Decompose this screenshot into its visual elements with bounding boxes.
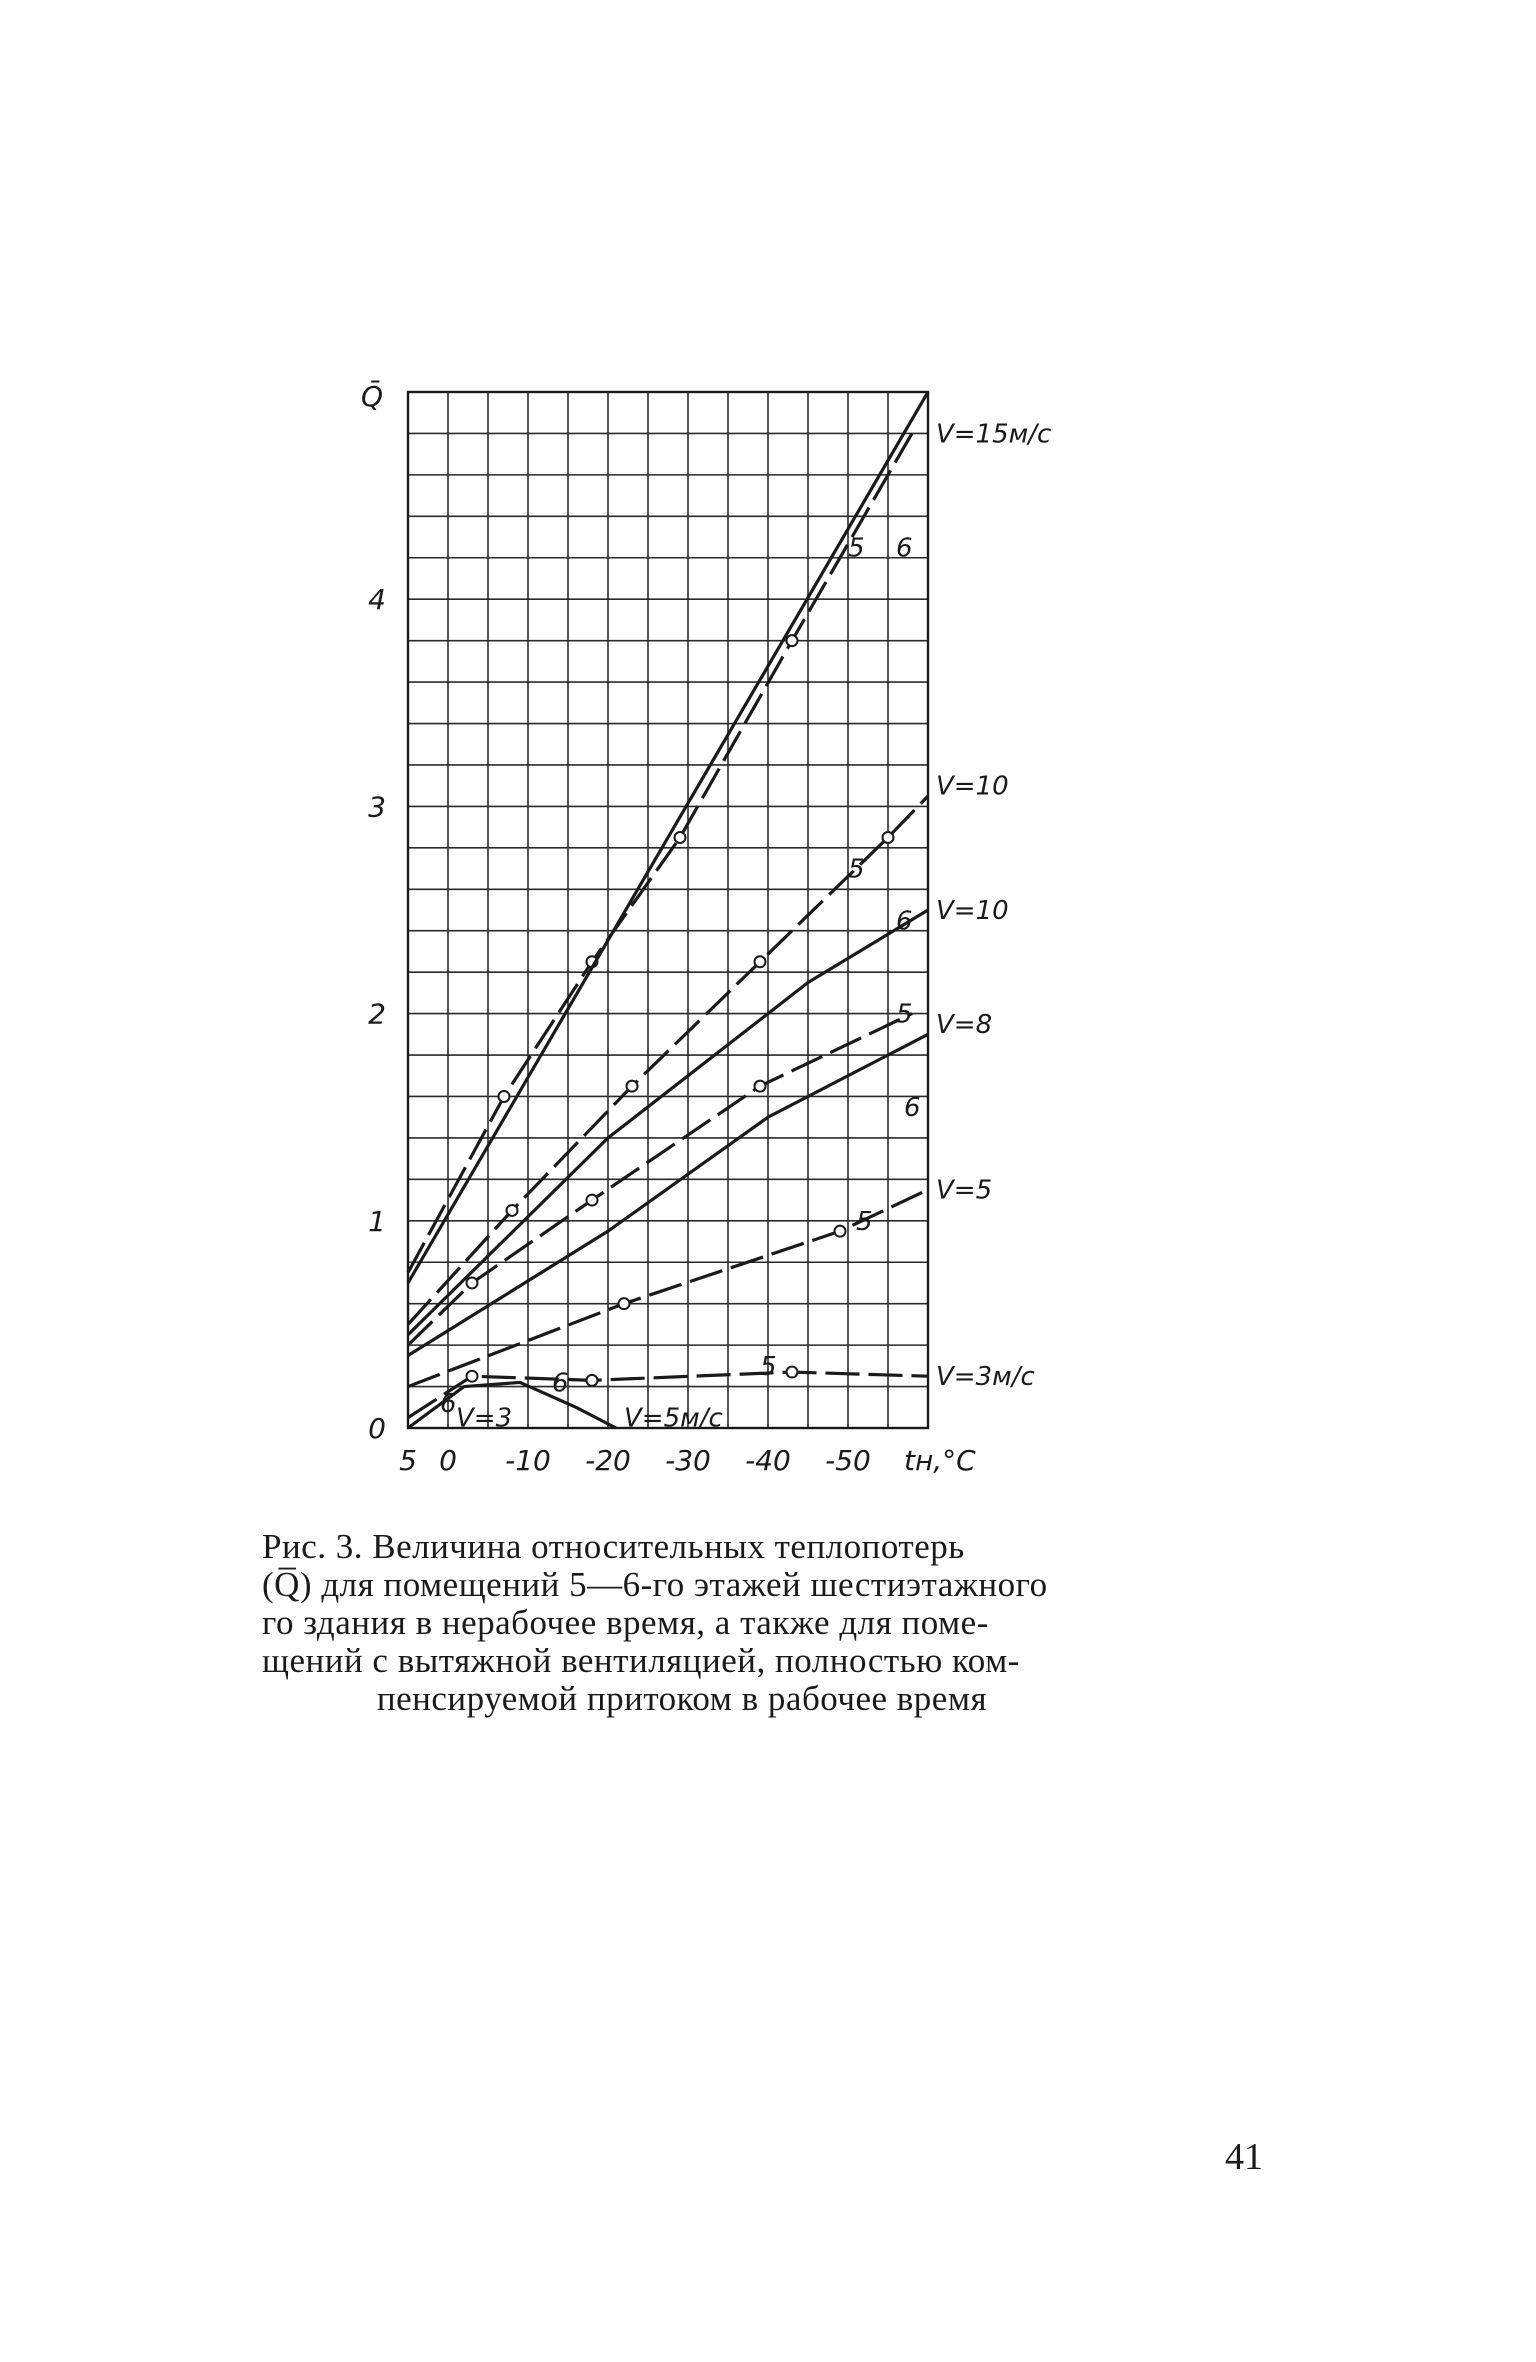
curve-label: 6	[440, 1389, 457, 1420]
series-line	[408, 1190, 928, 1387]
data-point	[587, 1195, 598, 1206]
x-tick-label: -50	[825, 1444, 871, 1477]
data-point	[587, 1375, 598, 1386]
curve-label: V=5м/с	[624, 1403, 723, 1434]
x-tick-label: 5	[399, 1444, 417, 1477]
data-point	[787, 1367, 798, 1378]
curve-label: V=5	[936, 1175, 993, 1206]
y-tick-label: 3	[368, 790, 386, 824]
x-tick-label: -10	[505, 1444, 551, 1477]
data-point	[787, 635, 798, 646]
x-tick-label: -30	[665, 1444, 711, 1477]
figure-caption	[262, 1528, 1102, 1718]
data-point	[755, 1081, 766, 1092]
data-point	[883, 832, 894, 843]
data-point	[627, 1081, 638, 1092]
caption-line: пенсируемой притоком в рабочее время	[376, 1679, 988, 1718]
series-line	[408, 910, 928, 1335]
x-tick-label: -20	[585, 1444, 631, 1477]
data-point	[619, 1298, 630, 1309]
caption-line: го здания в нерабочее время, а также для поме-	[262, 1603, 989, 1642]
y-tick-label: 1	[368, 1204, 386, 1238]
data-point	[467, 1371, 478, 1382]
curve-label: V=15м/с	[936, 419, 1052, 450]
axes	[361, 379, 976, 1477]
curve-label: 5	[848, 854, 865, 885]
x-axis-label: tн,°C	[904, 1444, 976, 1477]
curve-label: 6	[904, 1092, 921, 1123]
data-point	[755, 956, 766, 967]
caption-line: щений с вытяжной вентиляцией, полностью ком-	[262, 1641, 1020, 1680]
curve-label: 6	[552, 1368, 569, 1399]
curve-label: 5	[856, 1206, 873, 1237]
data-point	[467, 1277, 478, 1288]
curve-label: 6	[896, 906, 913, 937]
series-line	[408, 1034, 928, 1355]
x-tick-label: -40	[745, 1444, 791, 1477]
curve-label: V=3м/с	[936, 1362, 1035, 1393]
curve-label: 6	[896, 533, 913, 564]
curve-label: 5	[848, 533, 865, 564]
curve-label: V=8	[936, 1009, 993, 1040]
y-tick-label: 4	[368, 583, 386, 617]
caption-line: (Q̅) для помещений 5—6-го этажей шестиэтажного	[262, 1565, 1048, 1604]
curve-label: V=10	[936, 896, 1009, 926]
curve-label: 5	[896, 999, 913, 1030]
data-point	[499, 1091, 510, 1102]
y-tick-label: 2	[368, 997, 386, 1031]
page-number: 41	[1225, 2136, 1263, 2178]
curve-label: V=3	[456, 1403, 513, 1434]
curve-label: V=10	[936, 771, 1009, 802]
curve-labels	[440, 419, 1051, 1433]
y-tick-label: 0	[368, 1412, 386, 1445]
y-axis-label: Q̄	[360, 380, 383, 413]
data-point	[675, 832, 686, 843]
data-point	[507, 1205, 518, 1216]
curve-label: 5	[760, 1351, 777, 1382]
x-tick-label: 0	[439, 1444, 457, 1477]
caption-line: Рис. 3. Величина относительных теплопотерь	[262, 1527, 965, 1566]
data-point	[835, 1226, 846, 1237]
